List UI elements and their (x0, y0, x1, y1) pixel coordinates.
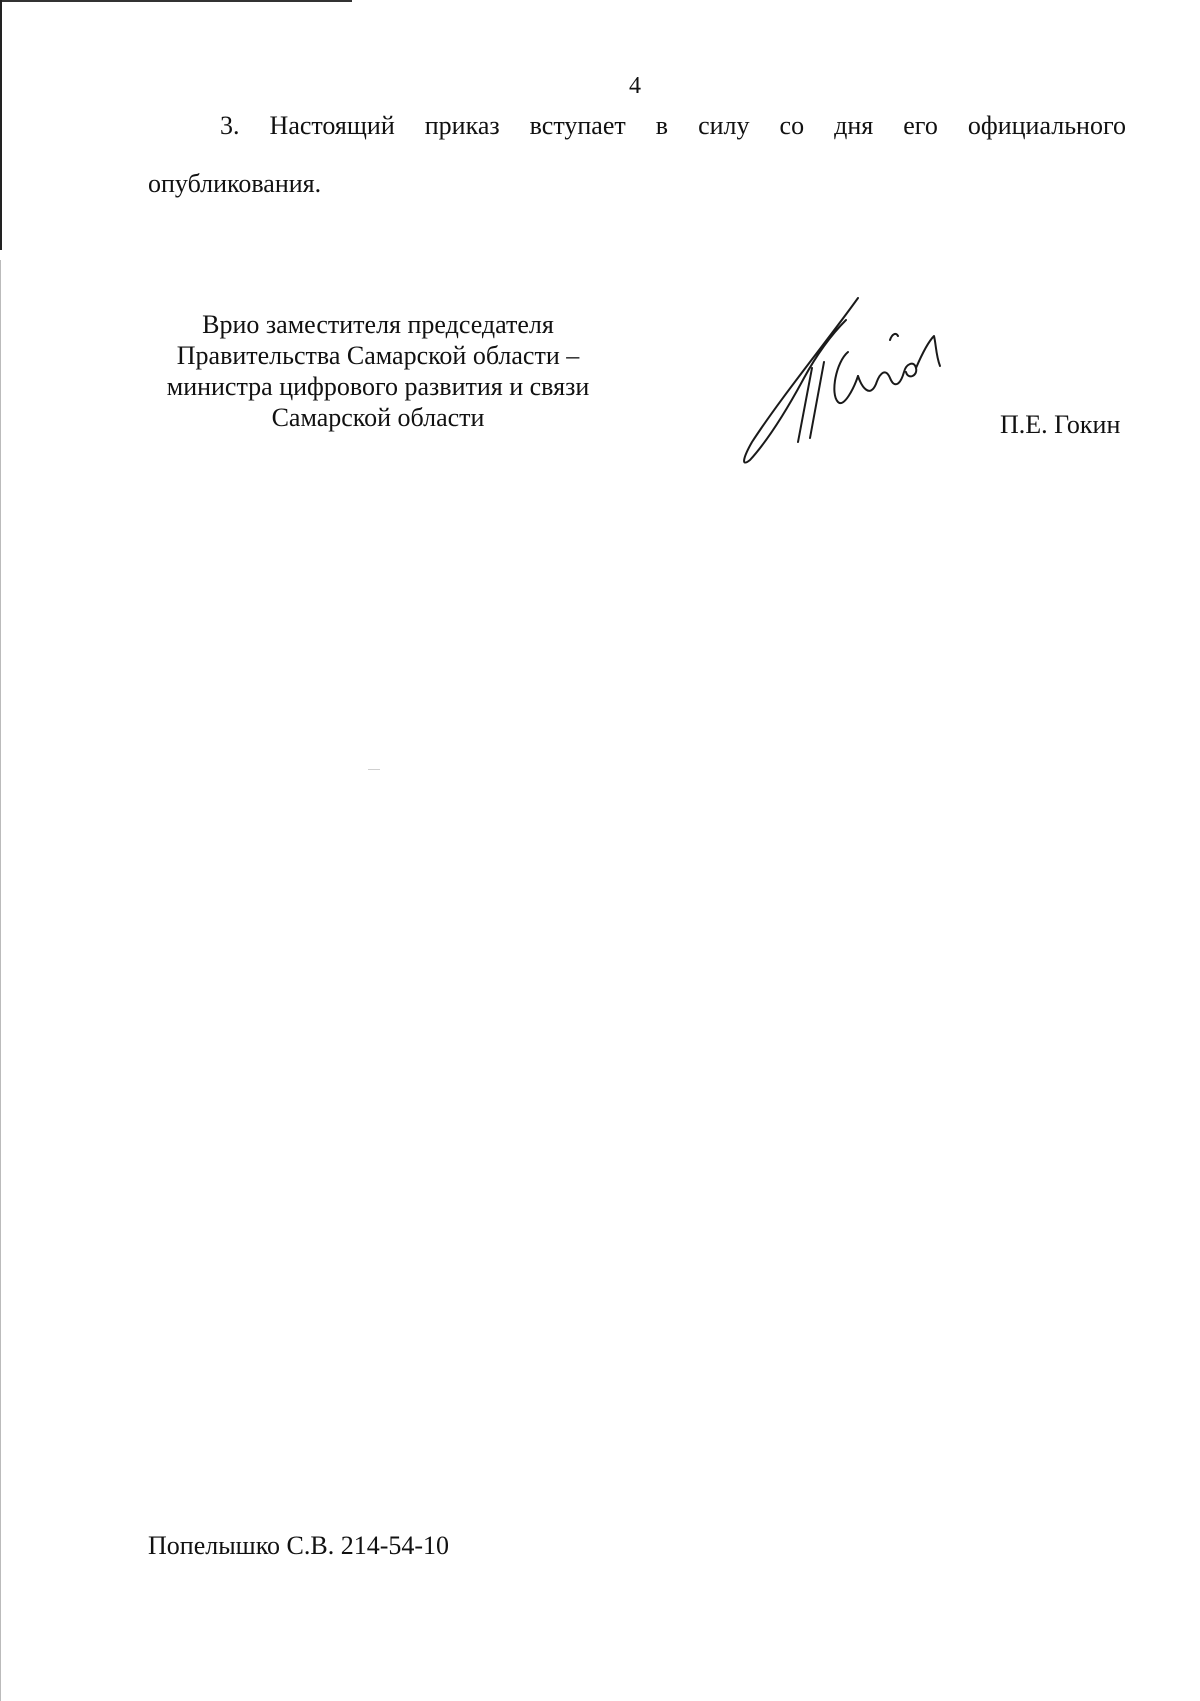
page-number: 4 (629, 73, 641, 99)
position-line-1: Врио заместителя председателя (202, 310, 554, 339)
scan-edge-left-faint (0, 260, 1, 1701)
position-line-3: министра цифрового развития и связи (166, 372, 590, 401)
scan-speck (368, 769, 380, 770)
paragraph-line-1: 3. Настоящий приказ вступает в силу со дня его официального (220, 111, 1126, 140)
scan-edge-left (0, 0, 2, 250)
signatory-position (140, 309, 616, 433)
scan-edge-top (0, 0, 352, 2)
handwritten-signature (730, 292, 970, 472)
order-paragraph (148, 97, 1126, 213)
position-line-2: Правительства Самарской области – (176, 341, 580, 370)
paragraph-line-2: опубликования. (148, 169, 322, 198)
position-line-4: Самарской области (271, 403, 485, 432)
contact-info: Попелышко С.В. 214-54-10 (148, 1531, 450, 1560)
signer-name: П.Е. Гокин (1000, 410, 1121, 439)
